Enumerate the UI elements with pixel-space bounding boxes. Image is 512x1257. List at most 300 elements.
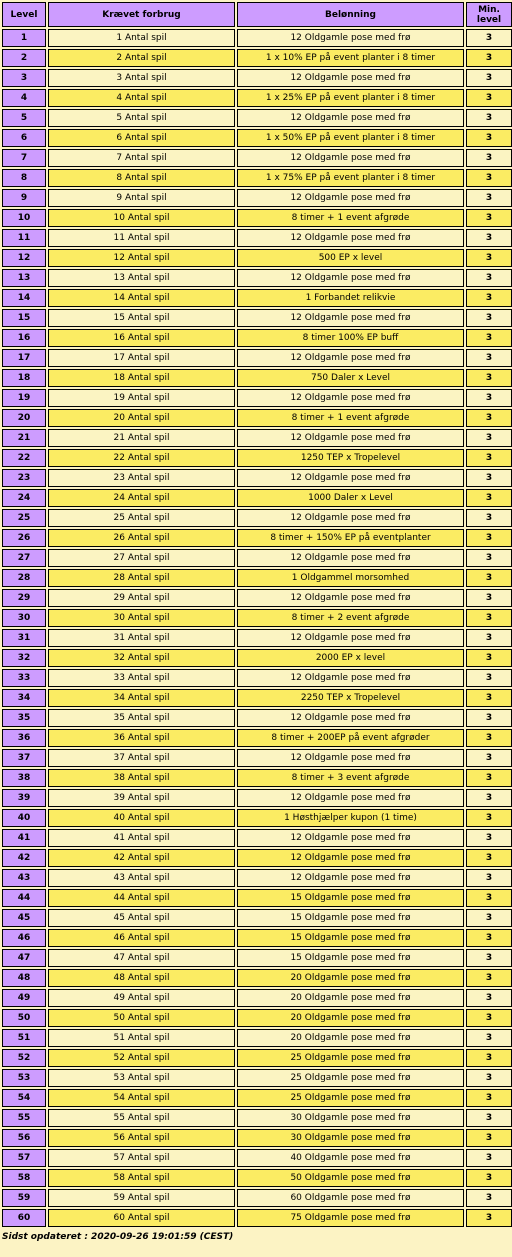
required-cell: 28 Antal spil xyxy=(48,569,235,587)
table-row xyxy=(2,829,512,847)
required-cell: 1 Antal spil xyxy=(48,29,235,47)
reward-cell: 20 Oldgamle pose med frø xyxy=(237,989,464,1007)
required-cell: 22 Antal spil xyxy=(48,449,235,467)
min-level-cell: 3 xyxy=(466,69,512,87)
level-cell: 20 xyxy=(2,409,46,427)
level-cell: 23 xyxy=(2,469,46,487)
header-level: Level xyxy=(2,2,46,27)
min-level-cell: 3 xyxy=(466,729,512,747)
header-reward: Belønning xyxy=(237,2,464,27)
table-row xyxy=(2,549,512,567)
table-row xyxy=(2,769,512,787)
level-cell: 11 xyxy=(2,229,46,247)
required-cell: 25 Antal spil xyxy=(48,509,235,527)
reward-cell: 12 Oldgamle pose med frø xyxy=(237,869,464,887)
required-cell: 27 Antal spil xyxy=(48,549,235,567)
header-required: Krævet forbrug xyxy=(48,2,235,27)
required-cell: 6 Antal spil xyxy=(48,129,235,147)
reward-cell: 30 Oldgamle pose med frø xyxy=(237,1109,464,1127)
required-cell: 49 Antal spil xyxy=(48,989,235,1007)
level-cell: 29 xyxy=(2,589,46,607)
table-row xyxy=(2,709,512,727)
reward-cell: 12 Oldgamle pose med frø xyxy=(237,389,464,407)
table-row xyxy=(2,929,512,947)
table-row xyxy=(2,749,512,767)
reward-cell: 8 timer + 3 event afgrøde xyxy=(237,769,464,787)
table-row xyxy=(2,189,512,207)
reward-cell: 1 Forbandet relikvie xyxy=(237,289,464,307)
min-level-cell: 3 xyxy=(466,689,512,707)
reward-cell: 8 timer 100% EP buff xyxy=(237,329,464,347)
required-cell: 43 Antal spil xyxy=(48,869,235,887)
level-cell: 46 xyxy=(2,929,46,947)
table-row xyxy=(2,609,512,627)
min-level-cell: 3 xyxy=(466,609,512,627)
reward-cell: 12 Oldgamle pose med frø xyxy=(237,789,464,807)
table-row xyxy=(2,449,512,467)
min-level-cell: 3 xyxy=(466,649,512,667)
reward-cell: 1 Oldgammel morsomhed xyxy=(237,569,464,587)
required-cell: 8 Antal spil xyxy=(48,169,235,187)
required-cell: 10 Antal spil xyxy=(48,209,235,227)
required-cell: 15 Antal spil xyxy=(48,309,235,327)
reward-cell: 25 Oldgamle pose med frø xyxy=(237,1089,464,1107)
min-level-cell: 3 xyxy=(466,669,512,687)
level-cell: 52 xyxy=(2,1049,46,1067)
min-level-cell: 3 xyxy=(466,769,512,787)
table-row xyxy=(2,1209,512,1227)
level-cell: 6 xyxy=(2,129,46,147)
min-level-cell: 3 xyxy=(466,1089,512,1107)
min-level-cell: 3 xyxy=(466,1049,512,1067)
required-cell: 45 Antal spil xyxy=(48,909,235,927)
level-cell: 25 xyxy=(2,509,46,527)
level-cell: 32 xyxy=(2,649,46,667)
min-level-cell: 3 xyxy=(466,829,512,847)
required-cell: 52 Antal spil xyxy=(48,1049,235,1067)
level-cell: 54 xyxy=(2,1089,46,1107)
required-cell: 59 Antal spil xyxy=(48,1189,235,1207)
table-row xyxy=(2,289,512,307)
level-cell: 55 xyxy=(2,1109,46,1127)
reward-cell: 12 Oldgamle pose med frø xyxy=(237,629,464,647)
reward-cell: 12 Oldgamle pose med frø xyxy=(237,709,464,727)
level-cell: 51 xyxy=(2,1029,46,1047)
reward-cell: 25 Oldgamle pose med frø xyxy=(237,1069,464,1087)
level-cell: 24 xyxy=(2,489,46,507)
required-cell: 9 Antal spil xyxy=(48,189,235,207)
required-cell: 5 Antal spil xyxy=(48,109,235,127)
reward-cell: 12 Oldgamle pose med frø xyxy=(237,429,464,447)
min-level-cell: 3 xyxy=(466,349,512,367)
table-row xyxy=(2,629,512,647)
table-row xyxy=(2,1189,512,1207)
required-cell: 36 Antal spil xyxy=(48,729,235,747)
required-cell: 3 Antal spil xyxy=(48,69,235,87)
required-cell: 56 Antal spil xyxy=(48,1129,235,1147)
min-level-cell: 3 xyxy=(466,1209,512,1227)
reward-cell: 20 Oldgamle pose med frø xyxy=(237,1009,464,1027)
min-level-cell: 3 xyxy=(466,709,512,727)
table-row xyxy=(2,149,512,167)
min-level-cell: 3 xyxy=(466,909,512,927)
table-row xyxy=(2,129,512,147)
min-level-cell: 3 xyxy=(466,589,512,607)
reward-cell: 500 EP x level xyxy=(237,249,464,267)
min-level-cell: 3 xyxy=(466,409,512,427)
reward-cell: 2250 TEP x Tropelevel xyxy=(237,689,464,707)
required-cell: 21 Antal spil xyxy=(48,429,235,447)
level-cell: 14 xyxy=(2,289,46,307)
min-level-cell: 3 xyxy=(466,509,512,527)
table-row xyxy=(2,809,512,827)
table-row xyxy=(2,669,512,687)
min-level-cell: 3 xyxy=(466,1129,512,1147)
level-cell: 41 xyxy=(2,829,46,847)
required-cell: 12 Antal spil xyxy=(48,249,235,267)
min-level-cell: 3 xyxy=(466,489,512,507)
required-cell: 17 Antal spil xyxy=(48,349,235,367)
reward-cell: 1250 TEP x Tropelevel xyxy=(237,449,464,467)
required-cell: 41 Antal spil xyxy=(48,829,235,847)
level-cell: 21 xyxy=(2,429,46,447)
required-cell: 53 Antal spil xyxy=(48,1069,235,1087)
table-row xyxy=(2,1009,512,1027)
table-row xyxy=(2,729,512,747)
reward-cell: 40 Oldgamle pose med frø xyxy=(237,1149,464,1167)
table-row xyxy=(2,249,512,267)
table-row xyxy=(2,589,512,607)
level-cell: 15 xyxy=(2,309,46,327)
last-updated: Sidst opdateret : 2020-09-26 19:01:59 (CEST) xyxy=(2,1232,234,1242)
level-cell: 26 xyxy=(2,529,46,547)
required-cell: 34 Antal spil xyxy=(48,689,235,707)
level-cell: 7 xyxy=(2,149,46,167)
required-cell: 7 Antal spil xyxy=(48,149,235,167)
required-cell: 19 Antal spil xyxy=(48,389,235,407)
table-row xyxy=(2,1069,512,1087)
level-cell: 56 xyxy=(2,1129,46,1147)
min-level-cell: 3 xyxy=(466,309,512,327)
min-level-cell: 3 xyxy=(466,269,512,287)
level-cell: 13 xyxy=(2,269,46,287)
level-cell: 36 xyxy=(2,729,46,747)
table-row xyxy=(2,529,512,547)
required-cell: 57 Antal spil xyxy=(48,1149,235,1167)
level-cell: 17 xyxy=(2,349,46,367)
table-row xyxy=(2,849,512,867)
min-level-cell: 3 xyxy=(466,1149,512,1167)
table-row xyxy=(2,429,512,447)
table-row xyxy=(2,369,512,387)
level-cell: 18 xyxy=(2,369,46,387)
level-cell: 37 xyxy=(2,749,46,767)
table-row xyxy=(2,69,512,87)
required-cell: 2 Antal spil xyxy=(48,49,235,67)
reward-cell: 2000 EP x level xyxy=(237,649,464,667)
level-cell: 57 xyxy=(2,1149,46,1167)
table-row xyxy=(2,229,512,247)
min-level-cell: 3 xyxy=(466,89,512,107)
reward-cell: 1 x 25% EP på event planter i 8 timer xyxy=(237,89,464,107)
reward-cell: 12 Oldgamle pose med frø xyxy=(237,109,464,127)
level-cell: 39 xyxy=(2,789,46,807)
min-level-cell: 3 xyxy=(466,869,512,887)
reward-cell: 12 Oldgamle pose med frø xyxy=(237,469,464,487)
table-row xyxy=(2,889,512,907)
required-cell: 44 Antal spil xyxy=(48,889,235,907)
level-cell: 49 xyxy=(2,989,46,1007)
min-level-cell: 3 xyxy=(466,1009,512,1027)
min-level-cell: 3 xyxy=(466,189,512,207)
reward-cell: 30 Oldgamle pose med frø xyxy=(237,1129,464,1147)
level-cell: 28 xyxy=(2,569,46,587)
min-level-cell: 3 xyxy=(466,429,512,447)
required-cell: 35 Antal spil xyxy=(48,709,235,727)
table-row xyxy=(2,29,512,47)
required-cell: 47 Antal spil xyxy=(48,949,235,967)
reward-cell: 12 Oldgamle pose med frø xyxy=(237,849,464,867)
reward-cell: 12 Oldgamle pose med frø xyxy=(237,669,464,687)
table-row xyxy=(2,509,512,527)
table-row xyxy=(2,1049,512,1067)
level-cell: 10 xyxy=(2,209,46,227)
reward-cell: 75 Oldgamle pose med frø xyxy=(237,1209,464,1227)
min-level-cell: 3 xyxy=(466,849,512,867)
reward-cell: 8 timer + 1 event afgrøde xyxy=(237,409,464,427)
level-cell: 48 xyxy=(2,969,46,987)
min-level-cell: 3 xyxy=(466,149,512,167)
min-level-cell: 3 xyxy=(466,929,512,947)
min-level-cell: 3 xyxy=(466,129,512,147)
level-cell: 50 xyxy=(2,1009,46,1027)
table-row xyxy=(2,1169,512,1187)
reward-cell: 12 Oldgamle pose med frø xyxy=(237,589,464,607)
reward-cell: 25 Oldgamle pose med frø xyxy=(237,1049,464,1067)
reward-cell: 12 Oldgamle pose med frø xyxy=(237,749,464,767)
reward-cell: 12 Oldgamle pose med frø xyxy=(237,829,464,847)
required-cell: 14 Antal spil xyxy=(48,289,235,307)
required-cell: 42 Antal spil xyxy=(48,849,235,867)
table-row xyxy=(2,689,512,707)
level-cell: 30 xyxy=(2,609,46,627)
required-cell: 58 Antal spil xyxy=(48,1169,235,1187)
level-cell: 42 xyxy=(2,849,46,867)
level-cell: 40 xyxy=(2,809,46,827)
min-level-cell: 3 xyxy=(466,789,512,807)
level-cell: 4 xyxy=(2,89,46,107)
level-cell: 22 xyxy=(2,449,46,467)
required-cell: 39 Antal spil xyxy=(48,789,235,807)
min-level-cell: 3 xyxy=(466,809,512,827)
min-level-cell: 3 xyxy=(466,889,512,907)
min-level-cell: 3 xyxy=(466,249,512,267)
level-cell: 43 xyxy=(2,869,46,887)
header-min-level xyxy=(466,2,512,27)
table-row xyxy=(2,469,512,487)
required-cell: 32 Antal spil xyxy=(48,649,235,667)
min-level-cell: 3 xyxy=(466,1069,512,1087)
reward-cell: 12 Oldgamle pose med frø xyxy=(237,229,464,247)
min-level-cell: 3 xyxy=(466,529,512,547)
table-body xyxy=(2,29,512,1227)
table-row xyxy=(2,89,512,107)
reward-cell: 750 Daler x Level xyxy=(237,369,464,387)
min-level-cell: 3 xyxy=(466,549,512,567)
min-level-cell: 3 xyxy=(466,749,512,767)
table-row xyxy=(2,329,512,347)
min-level-cell: 3 xyxy=(466,389,512,407)
required-cell: 31 Antal spil xyxy=(48,629,235,647)
reward-cell: 15 Oldgamle pose med frø xyxy=(237,909,464,927)
level-cell: 1 xyxy=(2,29,46,47)
table-row xyxy=(2,1089,512,1107)
level-cell: 38 xyxy=(2,769,46,787)
level-cell: 5 xyxy=(2,109,46,127)
required-cell: 37 Antal spil xyxy=(48,749,235,767)
min-level-cell: 3 xyxy=(466,569,512,587)
reward-cell: 8 timer + 2 event afgrøde xyxy=(237,609,464,627)
required-cell: 50 Antal spil xyxy=(48,1009,235,1027)
level-cell: 31 xyxy=(2,629,46,647)
min-level-cell: 3 xyxy=(466,1029,512,1047)
table-row xyxy=(2,349,512,367)
required-cell: 29 Antal spil xyxy=(48,589,235,607)
min-level-cell: 3 xyxy=(466,949,512,967)
required-cell: 24 Antal spil xyxy=(48,489,235,507)
reward-cell: 20 Oldgamle pose med frø xyxy=(237,1029,464,1047)
reward-cell: 12 Oldgamle pose med frø xyxy=(237,309,464,327)
min-level-cell: 3 xyxy=(466,989,512,1007)
min-level-cell: 3 xyxy=(466,969,512,987)
reward-cell: 12 Oldgamle pose med frø xyxy=(237,349,464,367)
level-cell: 8 xyxy=(2,169,46,187)
reward-cell: 60 Oldgamle pose med frø xyxy=(237,1189,464,1207)
required-cell: 33 Antal spil xyxy=(48,669,235,687)
reward-cell: 1 x 50% EP på event planter i 8 timer xyxy=(237,129,464,147)
table-row xyxy=(2,49,512,67)
required-cell: 16 Antal spil xyxy=(48,329,235,347)
table-row xyxy=(2,949,512,967)
reward-cell: 1 x 10% EP på event planter i 8 timer xyxy=(237,49,464,67)
table-header-row xyxy=(2,2,512,27)
header-min-level-text: Min. level xyxy=(476,4,502,25)
reward-cell: 15 Oldgamle pose med frø xyxy=(237,929,464,947)
table-row xyxy=(2,969,512,987)
level-cell: 53 xyxy=(2,1069,46,1087)
reward-cell: 50 Oldgamle pose med frø xyxy=(237,1169,464,1187)
min-level-cell: 3 xyxy=(466,109,512,127)
level-cell: 16 xyxy=(2,329,46,347)
table-row xyxy=(2,1129,512,1147)
min-level-cell: 3 xyxy=(466,29,512,47)
min-level-cell: 3 xyxy=(466,1109,512,1127)
level-cell: 19 xyxy=(2,389,46,407)
required-cell: 20 Antal spil xyxy=(48,409,235,427)
min-level-cell: 3 xyxy=(466,229,512,247)
level-cell: 3 xyxy=(2,69,46,87)
required-cell: 38 Antal spil xyxy=(48,769,235,787)
level-cell: 34 xyxy=(2,689,46,707)
reward-cell: 1000 Daler x Level xyxy=(237,489,464,507)
level-cell: 2 xyxy=(2,49,46,67)
min-level-cell: 3 xyxy=(466,1169,512,1187)
required-cell: 18 Antal spil xyxy=(48,369,235,387)
min-level-cell: 3 xyxy=(466,329,512,347)
required-cell: 11 Antal spil xyxy=(48,229,235,247)
required-cell: 23 Antal spil xyxy=(48,469,235,487)
table-row xyxy=(2,1029,512,1047)
reward-cell: 20 Oldgamle pose med frø xyxy=(237,969,464,987)
table-row xyxy=(2,1109,512,1127)
reward-cell: 8 timer + 150% EP på eventplanter xyxy=(237,529,464,547)
reward-cell: 1 Høsthjælper kupon (1 time) xyxy=(237,809,464,827)
required-cell: 55 Antal spil xyxy=(48,1109,235,1127)
reward-cell: 12 Oldgamle pose med frø xyxy=(237,549,464,567)
required-cell: 30 Antal spil xyxy=(48,609,235,627)
reward-cell: 15 Oldgamle pose med frø xyxy=(237,889,464,907)
level-cell: 60 xyxy=(2,1209,46,1227)
min-level-cell: 3 xyxy=(466,469,512,487)
required-cell: 51 Antal spil xyxy=(48,1029,235,1047)
level-cell: 33 xyxy=(2,669,46,687)
required-cell: 26 Antal spil xyxy=(48,529,235,547)
min-level-cell: 3 xyxy=(466,49,512,67)
min-level-cell: 3 xyxy=(466,289,512,307)
reward-cell: 12 Oldgamle pose med frø xyxy=(237,69,464,87)
min-level-cell: 3 xyxy=(466,369,512,387)
level-cell: 59 xyxy=(2,1189,46,1207)
required-cell: 46 Antal spil xyxy=(48,929,235,947)
reward-cell: 8 timer + 200EP på event afgrøder xyxy=(237,729,464,747)
table-row xyxy=(2,989,512,1007)
min-level-cell: 3 xyxy=(466,169,512,187)
table-row xyxy=(2,869,512,887)
min-level-cell: 3 xyxy=(466,629,512,647)
level-cell: 58 xyxy=(2,1169,46,1187)
table-row xyxy=(2,309,512,327)
required-cell: 13 Antal spil xyxy=(48,269,235,287)
required-cell: 60 Antal spil xyxy=(48,1209,235,1227)
table-row xyxy=(2,569,512,587)
table-row xyxy=(2,1149,512,1167)
level-cell: 45 xyxy=(2,909,46,927)
table-row xyxy=(2,649,512,667)
table-row xyxy=(2,209,512,227)
table-row xyxy=(2,169,512,187)
table-row xyxy=(2,909,512,927)
required-cell: 54 Antal spil xyxy=(48,1089,235,1107)
level-cell: 35 xyxy=(2,709,46,727)
reward-cell: 1 x 75% EP på event planter i 8 timer xyxy=(237,169,464,187)
reward-cell: 8 timer + 1 event afgrøde xyxy=(237,209,464,227)
reward-cell: 12 Oldgamle pose med frø xyxy=(237,269,464,287)
level-cell: 47 xyxy=(2,949,46,967)
level-cell: 27 xyxy=(2,549,46,567)
level-cell: 9 xyxy=(2,189,46,207)
table-row xyxy=(2,389,512,407)
min-level-cell: 3 xyxy=(466,1189,512,1207)
min-level-cell: 3 xyxy=(466,209,512,227)
table-row xyxy=(2,409,512,427)
level-cell: 44 xyxy=(2,889,46,907)
reward-cell: 12 Oldgamle pose med frø xyxy=(237,189,464,207)
table-row xyxy=(2,109,512,127)
min-level-cell: 3 xyxy=(466,449,512,467)
reward-cell: 12 Oldgamle pose med frø xyxy=(237,509,464,527)
required-cell: 48 Antal spil xyxy=(48,969,235,987)
reward-cell: 12 Oldgamle pose med frø xyxy=(237,149,464,167)
